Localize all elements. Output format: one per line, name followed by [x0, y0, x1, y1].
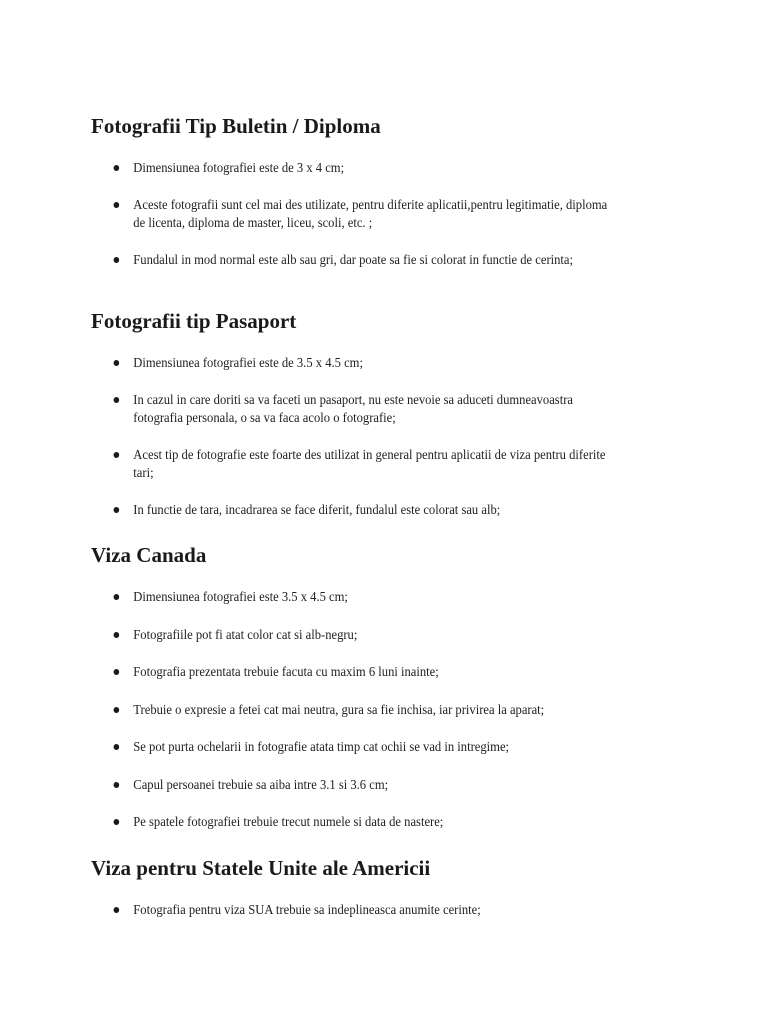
section-buletin-diploma — [91, 113, 651, 269]
bullet-icon — [114, 907, 120, 913]
list-item — [91, 159, 617, 178]
list-item-text: Trebuie o expresie a fetei cat mai neutra, gura sa fie inchisa, iar privirea la aparat; — [133, 701, 545, 717]
bullet-icon — [114, 452, 120, 458]
list-item — [91, 446, 617, 483]
section-heading: Viza pentru Statele Unite ale Americii — [91, 856, 431, 880]
list-item-text: Acest tip de fotografie este foarte des utilizat in general pentru aplicatii de viza pentru diferite tari; — [133, 446, 606, 480]
bullet-icon — [114, 360, 120, 366]
bullet-list — [91, 354, 651, 519]
bullet-list — [91, 588, 651, 832]
list-item-text: Dimensiunea fotografiei este de 3.5 x 4.5 cm; — [133, 355, 363, 370]
bullet-icon — [114, 632, 120, 638]
bullet-icon — [114, 744, 120, 750]
bullet-icon — [114, 669, 120, 675]
list-item-text: Se pot purta ochelarii in fotografie atata timp cat ochii se vad in intregime; — [133, 739, 510, 754]
list-item — [91, 588, 617, 607]
list-item-text: Fotografia pentru viza SUA trebuie sa indeplineasca anumite cerinte; — [133, 902, 481, 917]
bullet-icon — [114, 707, 120, 713]
bullet-list — [91, 901, 651, 920]
list-item — [91, 776, 617, 795]
list-item — [91, 663, 617, 682]
list-item-text: Fotografiile pot fi atat color cat si alb-negru; — [133, 626, 358, 642]
bullet-icon — [114, 257, 120, 263]
bullet-icon — [114, 782, 120, 788]
bullet-icon — [114, 202, 120, 208]
section-viza-canada — [91, 542, 651, 832]
bullet-list — [91, 159, 651, 269]
bullet-icon — [114, 507, 120, 513]
list-item-text: In functie de tara, incadrarea se face diferit, fundalul este colorat sau alb; — [133, 501, 501, 517]
list-item — [91, 501, 617, 520]
section-heading: Fotografii tip Pasaport — [91, 309, 297, 333]
bullet-icon — [114, 594, 120, 600]
list-item — [91, 354, 617, 373]
list-item — [91, 813, 617, 832]
list-item-text: Aceste fotografii sunt cel mai des utilizate, pentru diferite aplicatii,pentru legitimatie, diploma de licenta, diploma de master, liceu, scoli, etc. ; — [133, 196, 608, 230]
list-item-text: In cazul in care doriti sa va faceti un pasaport, nu este nevoie sa aduceti dumneavoastra fotografia personala, o sa va faca acolo o fotografie; — [133, 391, 573, 425]
section-heading: Viza Canada — [91, 543, 207, 567]
list-item-text: Capul persoanei trebuie sa aiba intre 3.1 si 3.6 cm; — [133, 776, 389, 792]
section-viza-sua — [91, 855, 651, 920]
list-item-text: Fotografia prezentata trebuie facuta cu maxim 6 luni inainte; — [133, 664, 439, 679]
list-item — [91, 701, 617, 720]
list-item — [91, 738, 617, 757]
list-item-text: Dimensiunea fotografiei este de 3 x 4 cm; — [133, 160, 345, 175]
list-item-text: Dimensiunea fotografiei este 3.5 x 4.5 cm; — [133, 589, 348, 604]
list-item — [91, 251, 617, 270]
list-item-text: Fundalul in mod normal este alb sau gri, dar poate sa fie si colorat in functie de cerinta; — [133, 251, 574, 267]
list-item — [91, 196, 617, 233]
bullet-icon — [114, 819, 120, 825]
section-pasaport — [91, 308, 651, 519]
list-item-text: Pe spatele fotografiei trebuie trecut numele si data de nastere; — [133, 814, 444, 829]
bullet-icon — [114, 397, 120, 403]
section-heading: Fotografii Tip Buletin / Diploma — [91, 114, 381, 138]
bullet-icon — [114, 165, 120, 171]
list-item — [91, 901, 617, 920]
list-item — [91, 626, 617, 645]
list-item — [91, 391, 617, 428]
